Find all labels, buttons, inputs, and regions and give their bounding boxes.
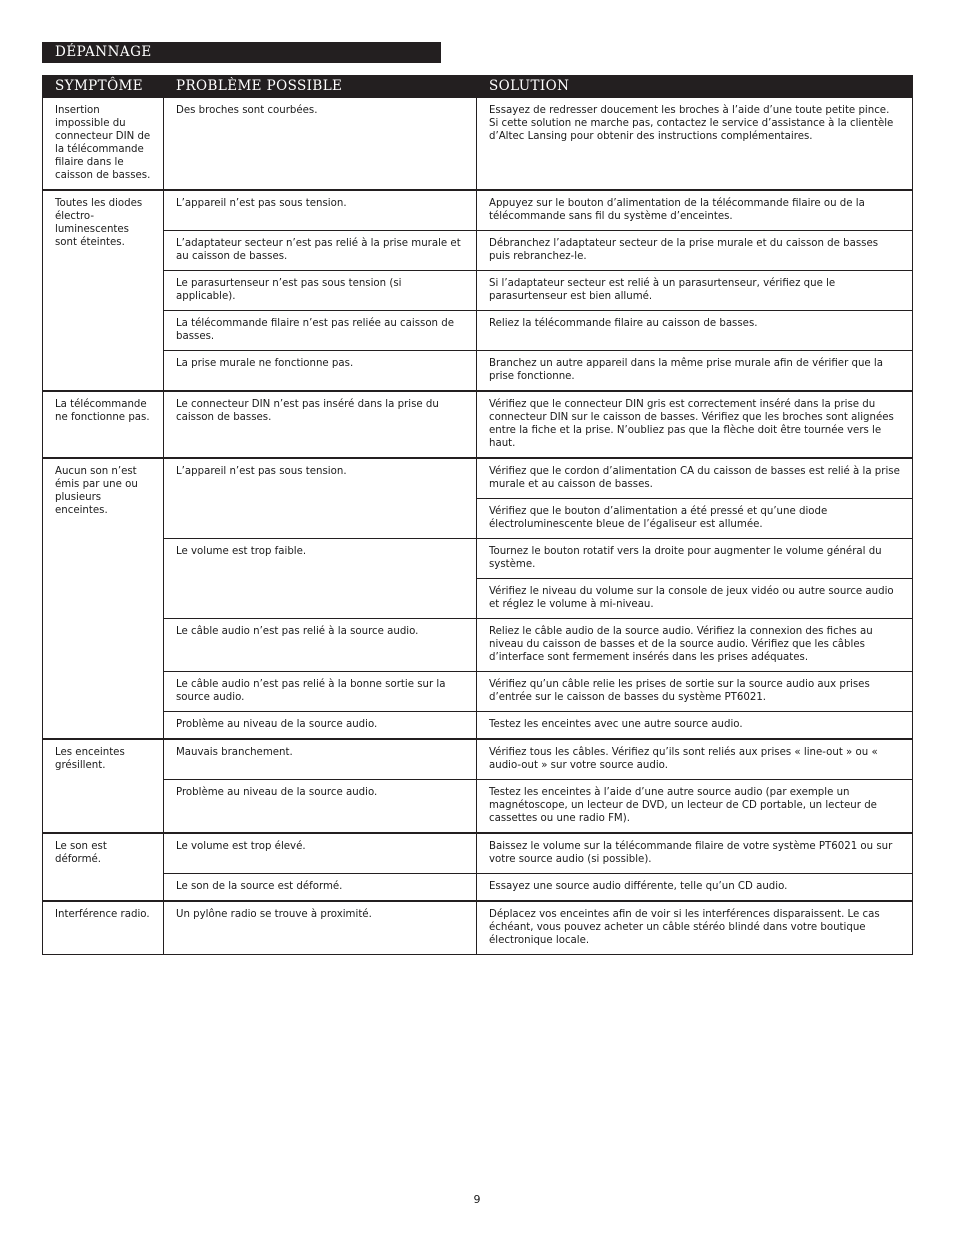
symptom-cell: La télécommande ne fonctionne pas. [43,391,164,458]
solution-cell: Essayez une source audio différente, telle qu’un CD audio. [477,874,913,902]
table-row [43,739,913,780]
solution-cell: Vérifiez le niveau du volume sur la console de jeux vidéo ou autre source audio et réglez le volume à mi-niveau. [477,579,913,619]
problem-cell: Problème au niveau de la source audio. [164,712,477,740]
problem-cell: Problème au niveau de la source audio. [164,780,477,834]
solution-cell: Testez les enceintes à l’aide d’une autre source audio (par exemple un magnétoscope, un lecteur de DVD, un lecteur de CD portable, un lecteur de cassettes ou une radio FM). [477,780,913,834]
table-header-row [43,76,913,98]
solution-cell: Branchez un autre appareil dans la même prise murale afin de vérifier que la prise fonctionne. [477,351,913,392]
table-row [43,231,913,271]
symptom-cell: Interférence radio. [43,901,164,955]
solution-cell: Vérifiez que le connecteur DIN gris est correctement inséré dans la prise du connecteur DIN sur le caisson de basses. Vérifiez que les broches sont alignées entre la fiche et la prise. N’oubliez pas que la flèche doit être tournée vers le haut. [477,391,913,458]
table-row [43,539,913,579]
problem-cell: L’adaptateur secteur n’est pas relié à la prise murale et au caisson de basses. [164,231,477,271]
solution-cell: Tournez le bouton rotatif vers la droite pour augmenter le volume général du système. [477,539,913,579]
solution-cell: Essayez de redresser doucement les broches à l’aide d’une toute petite pince. Si cette solution ne marche pas, contactez le service d’assistance à la clientèle d’Altec Lansing pour obtenir des instructions complémentaires. [477,97,913,190]
problem-cell: Le parasurtenseur n’est pas sous tension (si applicable). [164,271,477,311]
problem-cell: Le câble audio n’est pas relié à la bonne sortie sur la source audio. [164,672,477,712]
solution-cell: Vérifiez qu’un câble relie les prises de sortie sur la source audio aux prises d’entrée sur le caisson de basses du système PT6021. [477,672,913,712]
column-header-solution: SOLUTION [477,76,913,98]
solution-cell: Débranchez l’adaptateur secteur de la prise murale et du caisson de basses puis rebranchez-le. [477,231,913,271]
table-row [43,271,913,311]
table-body [43,97,913,955]
symptom-cell: Le son est déformé. [43,833,164,901]
table-row [43,391,913,458]
table-row [43,190,913,231]
table-row [43,619,913,672]
solution-cell: Déplacez vos enceintes afin de voir si les interférences disparaissent. Le cas échéant, vous pouvez acheter un câble stéréo blindé dans votre boutique électronique locale. [477,901,913,955]
problem-cell: L’appareil n’est pas sous tension. [164,190,477,231]
solution-cell: Si l’adaptateur secteur est relié à un parasurtenseur, vérifiez que le parasurtenseur est bien allumé. [477,271,913,311]
section-title: DÉPANNAGE [42,42,441,63]
symptom-cell: Insertion impossible du connecteur DIN de la télécommande filaire dans le caisson de basses. [43,97,164,190]
symptom-cell: Toutes les diodes électro-luminescentes sont éteintes. [43,190,164,391]
problem-cell: Le son de la source est déformé. [164,874,477,902]
symptom-cell: Aucun son n’est émis par une ou plusieurs enceintes. [43,458,164,739]
table-row [43,351,913,392]
page-number: 9 [473,1193,481,1206]
solution-cell: Vérifiez que le cordon d’alimentation CA du caisson de basses est relié à la prise murale et au caisson de basses. [477,458,913,499]
problem-cell: Le connecteur DIN n’est pas inséré dans la prise du caisson de basses. [164,391,477,458]
table-row [43,712,913,740]
problem-cell: Mauvais branchement. [164,739,477,780]
symptom-cell: Les enceintes grésillent. [43,739,164,833]
table-row [43,97,913,190]
problem-cell: La télécommande filaire n’est pas reliée au caisson de basses. [164,311,477,351]
table-row [43,672,913,712]
problem-cell: La prise murale ne fonctionne pas. [164,351,477,392]
solution-cell: Vérifiez que le bouton d’alimentation a été pressé et qu’une diode électroluminescente bleue de l’égaliseur est allumée. [477,499,913,539]
column-header-problem: PROBLÈME POSSIBLE [164,76,477,98]
solution-cell: Appuyez sur le bouton d’alimentation de la télécommande filaire ou de la télécommande sans fil du système d’enceintes. [477,190,913,231]
solution-cell: Vérifiez tous les câbles. Vérifiez qu’ils sont reliés aux prises « line-out » ou « audio-out » sur votre source audio. [477,739,913,780]
table-row [43,311,913,351]
solution-cell: Baissez le volume sur la télécommande filaire de votre système PT6021 ou sur votre source audio (si possible). [477,833,913,874]
table-row [43,901,913,955]
problem-cell: Le volume est trop élevé. [164,833,477,874]
problem-cell: Des broches sont courbées. [164,97,477,190]
problem-cell: L’appareil n’est pas sous tension. [164,458,477,539]
column-header-symptom: SYMPTÔME [43,76,164,98]
table-row [43,780,913,834]
problem-cell: Le volume est trop faible. [164,539,477,619]
solution-cell: Reliez le câble audio de la source audio. Vérifiez la connexion des fiches au niveau du caisson de basses et de la source audio. Vérifiez que les câbles d’interface sont fermement insérés dans les prises adéquates. [477,619,913,672]
table-row [43,833,913,874]
problem-cell: Un pylône radio se trouve à proximité. [164,901,477,955]
solution-cell: Reliez la télécommande filaire au caisson de basses. [477,311,913,351]
table-row [43,874,913,902]
troubleshooting-table [42,75,913,955]
problem-cell: Le câble audio n’est pas relié à la source audio. [164,619,477,672]
table-row [43,458,913,499]
solution-cell: Testez les enceintes avec une autre source audio. [477,712,913,740]
